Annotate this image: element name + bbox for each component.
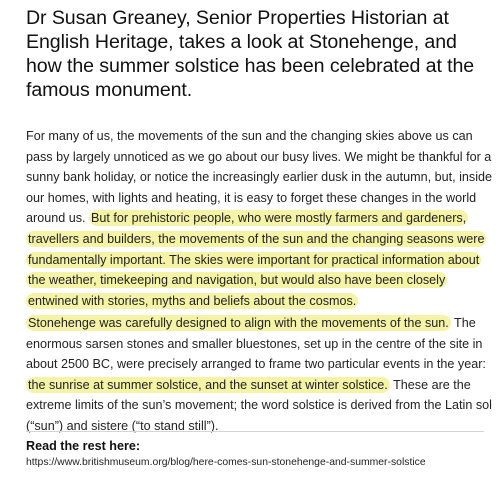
paragraph-1-text: For many of us, the movements of the sun and the changing skies above us can pass by largely unnoticed as we go about our busy lives. We might be thankful for a sunny bank holiday, or notice the increasingly earlier dusk in the autumn, but, inside our homes, with lights and heating, it is easy to forget these changes in the world around us. bbox=[26, 129, 493, 226]
source-link[interactable]: https://www.britishmuseum.org/blog/here-comes-sun-stonehenge-and-summer-solstice bbox=[26, 457, 426, 468]
paragraph-2-text-2: These are the extreme limits of the sun’s movement; the word solstice is derived from the Latin sol (“sun”) and sistere (“to stand still”). bbox=[26, 377, 492, 433]
paragraph-1-highlight: But for prehistoric people, who were mostly farmers and gardeners, travellers and builders, the movements of the sun and the changing seasons were fundamentally important. The skies were important for practical information about the weather, timekeeping and navigation, but would also have been closely entwined with stories, myths and beliefs about the cosmos. bbox=[28, 211, 485, 308]
article-paragraph-2 bbox=[26, 313, 494, 437]
article-paragraph-1 bbox=[26, 126, 494, 311]
read-more-label: Read the rest here: bbox=[26, 439, 141, 453]
paragraph-2-highlight-2: the sunrise at summer solstice, and the sunset at winter solstice. bbox=[28, 377, 388, 392]
paragraph-2-highlight-1: Stonehenge was carefully designed to align with the movements of the sun. bbox=[28, 316, 449, 330]
section-divider bbox=[26, 431, 484, 432]
article-headline: Dr Susan Greaney, Senior Properties Historian at English Heritage, takes a look at Stonehenge, and how the summer solstice has been celebrated at the famous monument. bbox=[26, 7, 475, 101]
paragraph-2-text-1: The enormous sarsen stones and smaller bluestones, set up in the centre of the site in about 2500 BC, were precisely arranged to frame two particular events in the year: bbox=[26, 316, 486, 372]
